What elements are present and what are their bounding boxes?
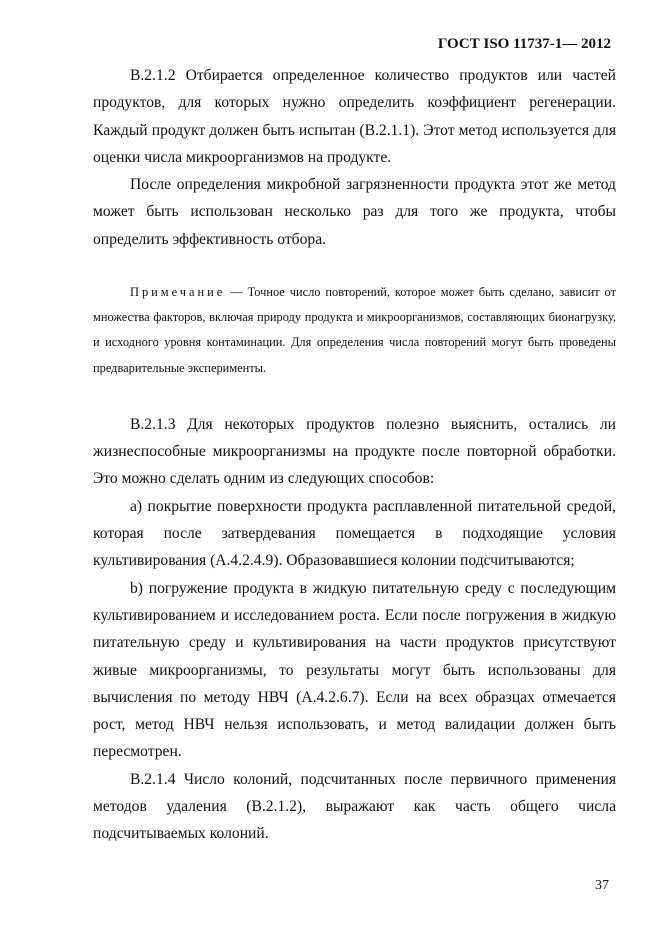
note-label: Примечание xyxy=(130,285,226,300)
paragraph-b-2-1-2: В.2.1.2 Отбирается определенное количество продуктов или частей продуктов, для которых нужно определить коэффициент регенерации. Каждый продукт должен быть испытан (В.2.1.1). Этот метод используется для оценки числа микроорганизмов на продукте. xyxy=(93,67,616,166)
note-text: — Точное число повторений, которое может быть сделано, зависит от множества факторов, включая природу продукта и микроорганизмов, составляющих бионагрузку, и исходного уровня контаминации. Для определения числа повторений могут быть проведены предварительные эксперименты. xyxy=(93,285,616,375)
list-item-a: а) покрытие поверхности продукта расплавленной питательной средой, которая после затвердевания помещается в подходящие условия культивирования (А.4.2.4.9). Образовавшиеся колонии подсчитываются; xyxy=(93,497,616,570)
page-body xyxy=(93,62,616,848)
spacer xyxy=(93,381,616,411)
list-item-b: b) погружение продукта в жидкую питательную среду с последующим культивированием и исследованием роста. Если после погружения в жидкую питательную среду и культивирования на части продуктов присутствуют живые микроорганизмы, то результаты могут быть использованы для вычисления по методу НВЧ (А.4.2.6.7). Если на всех образцах отмечается рост, метод НВЧ нельзя использовать, и метод валидации должен быть пересмотрен. xyxy=(93,579,616,761)
paragraph-b-2-1-3: В.2.1.3 Для некоторых продуктов полезно выяснить, остались ли жизнеспособные микроорганизмы на продукте после повторной обработки. Это можно сделать одним из следующих способов: xyxy=(93,415,616,488)
spacer xyxy=(93,253,616,280)
note-block xyxy=(93,280,616,381)
paragraph-recovery-efficiency: После определения микробной загрязненности продукта этот же метод может быть использован несколько раз для того же продукта, чтобы определить эффективность отбора. xyxy=(93,176,616,248)
document-header: ГОСТ ISO 11737-1— 2012 xyxy=(437,36,611,52)
paragraph-b-2-1-4: В.2.1.4 Число колоний, подсчитанных после первичного применения методов удаления (В.2.1.2), выражают как часть общего числа подсчитываемых колоний. xyxy=(93,770,616,843)
page-number: 37 xyxy=(595,878,609,893)
